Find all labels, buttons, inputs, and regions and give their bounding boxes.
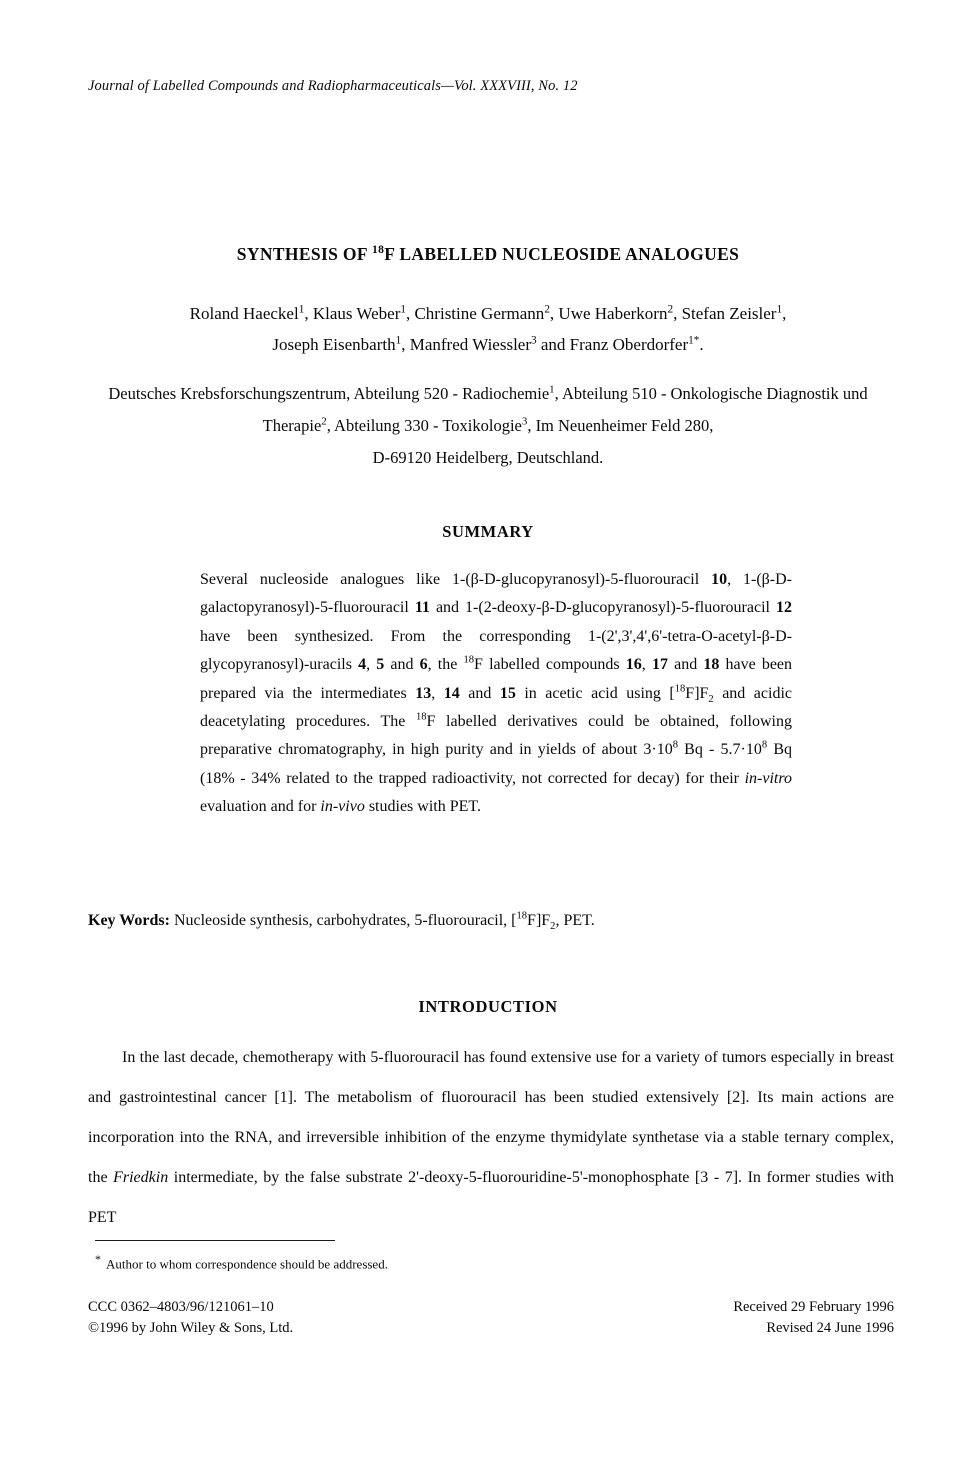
author-line-2 xyxy=(118,329,858,360)
introduction-body xyxy=(88,1038,894,1238)
author-entry xyxy=(313,304,415,323)
author-affiliation-marker: 1 xyxy=(400,303,406,316)
abstract-text: and xyxy=(667,656,704,674)
body-text: intermediate, by the false substrate 2'-deoxy-5-fluorouridine-5'-monophosphate [3 - 7]. In former studies with PET xyxy=(88,1169,894,1226)
abstract-text: and xyxy=(459,684,500,702)
author-line-1 xyxy=(118,298,858,329)
affiliation-segment: Deutsches Krebsforschungszentrum, Abteilung 520 - Radiochemie xyxy=(108,384,550,403)
author-separator: , xyxy=(782,304,787,323)
footnote-separator-rule xyxy=(95,1240,335,1241)
compound-number: 6 xyxy=(419,656,428,674)
author-entry xyxy=(414,304,558,323)
author-entry xyxy=(410,335,570,354)
author-separator: , xyxy=(549,304,559,323)
author-separator: , xyxy=(304,304,313,323)
footnote-text: Author to whom correspondence should be addressed. xyxy=(106,1256,388,1272)
italic-term: in-vivo xyxy=(320,798,365,816)
abstract-paragraph xyxy=(200,566,792,822)
author-affiliation-marker: 3 xyxy=(531,334,537,347)
compound-number: 12 xyxy=(775,599,792,617)
abstract-text: and xyxy=(384,656,420,674)
colophon-right xyxy=(733,1297,894,1339)
copyright-line: ©1996 by John Wiley & Sons, Ltd. xyxy=(88,1320,294,1336)
affiliation-segment: , Abteilung 330 - Toxikologie xyxy=(326,416,522,435)
body-text: In the last decade, chemotherapy with 5-fluorouracil has found extensive use for a variety of tumors especially in breast and gastrointestinal cancer [1]. The metabolism of fluorouracil has been studied extensively [2]. Its main actions are incorporation into the RNA, and irreversible inhibition of the enzyme thymidylate synthetase via a stable ternary complex, the xyxy=(88,1049,894,1186)
received-date: Received 29 February 1996 xyxy=(733,1299,894,1315)
isotope-superscript: 18 xyxy=(674,683,686,695)
author-separator: , xyxy=(673,304,682,323)
compound-number: 18 xyxy=(703,656,720,674)
abstract-text: F labelled derivatives could be obtained, following preparative chromatography, in high purity and in yields of about 3·10 xyxy=(200,713,793,759)
title-isotope-superscript: 18 xyxy=(372,243,385,256)
affiliation-marker: 3 xyxy=(521,415,528,428)
abstract-text: and 1-(2-deoxy-β-D-glucopyranosyl)-5-fluorouracil xyxy=(429,599,776,617)
abstract-text: Bq - 5.7·10 xyxy=(677,741,762,759)
compound-number: 4 xyxy=(358,656,367,674)
author-name: Uwe Haberkorn xyxy=(558,304,668,323)
italic-term: in-vitro xyxy=(744,769,792,787)
revised-date: Revised 24 June 1996 xyxy=(766,1320,894,1336)
abstract-text: , xyxy=(641,656,652,674)
author-affiliation-marker: 2 xyxy=(544,303,550,316)
author-affiliation-marker: 2 xyxy=(667,303,674,316)
abstract-block xyxy=(200,566,792,822)
keywords-text: , PET. xyxy=(555,912,595,929)
author-name: Joseph Eisenbarth xyxy=(272,335,396,354)
abstract-text: and acidic deacetylating procedures. The xyxy=(200,684,792,731)
footnote xyxy=(95,1249,695,1274)
compound-number: 16 xyxy=(625,656,642,674)
affiliation-city-line: D-69120 Heidelberg, Deutschland. xyxy=(372,448,604,467)
affiliation-marker: 2 xyxy=(321,415,327,428)
compound-number: 15 xyxy=(499,684,516,702)
exponent-superscript: 8 xyxy=(761,740,768,752)
keywords-line xyxy=(88,908,888,934)
footnote-marker: * xyxy=(95,1252,101,1266)
author-name: Klaus Weber xyxy=(312,304,401,323)
author-entry xyxy=(682,304,787,323)
compound-number: 5 xyxy=(376,656,385,674)
author-entry xyxy=(570,335,704,354)
exponent-superscript: 8 xyxy=(672,740,678,752)
isotope-superscript: 18 xyxy=(415,711,427,723)
abstract-text: evaluation and for xyxy=(200,798,321,816)
abstract-text: Several nucleoside analogues like 1-(β-D-glucopyranosyl)-5-fluorouracil xyxy=(200,571,712,588)
page-title xyxy=(88,244,888,265)
keywords-text: F]F xyxy=(527,912,551,929)
author-separator: , xyxy=(401,335,410,354)
formula-subscript: 2 xyxy=(550,921,556,933)
author-separator: . xyxy=(699,335,704,354)
isotope-superscript: 18 xyxy=(463,654,475,666)
author-separator: , xyxy=(405,304,415,323)
abstract-text: F labelled compounds xyxy=(474,656,626,674)
author-name: Franz Oberdorfer xyxy=(569,335,689,354)
keywords-label: Key Words: xyxy=(88,912,170,929)
author-entry xyxy=(190,304,313,323)
title-text-before: SYNTHESIS OF xyxy=(236,243,372,264)
affiliation-segment: , Im Neuenheimer Feld 280, xyxy=(527,416,714,435)
affiliation-block xyxy=(98,378,878,474)
isotope-superscript: 18 xyxy=(516,910,528,922)
affiliation-segment: , Abteilung 510 - Onkologische Diagnostik und Therapie xyxy=(262,384,868,435)
author-affiliation-marker: 1 xyxy=(298,303,305,316)
abstract-text: , 1-(β-D-galactopyranosyl)-5-fluorouracil xyxy=(200,571,792,617)
ccc-line: CCC 0362–4803/96/121061–10 xyxy=(88,1299,274,1315)
compound-number: 14 xyxy=(443,684,460,702)
compound-number: 10 xyxy=(711,571,728,588)
running-head: Journal of Labelled Compounds and Radiopharmaceuticals—Vol. XXXVIII, No. 12 xyxy=(88,78,578,94)
abstract-text: in acetic acid using [ xyxy=(515,684,675,702)
introduction-paragraph xyxy=(88,1038,894,1238)
abstract-text: , xyxy=(366,656,377,674)
author-name: Stefan Zeisler xyxy=(681,304,777,323)
author-entry xyxy=(272,335,409,354)
author-affiliation-marker: 1 xyxy=(395,334,402,347)
compound-number: 17 xyxy=(651,656,668,674)
colophon-left xyxy=(88,1297,293,1339)
italic-term: Friedkin xyxy=(113,1169,169,1186)
keywords-text: Nucleoside synthesis, carbohydrates, 5-fluorouracil, [ xyxy=(169,912,517,929)
abstract-text: have been prepared via the intermediates xyxy=(200,656,793,702)
abstract-text: have been synthesized. From the corresponding 1-(2',3',4',6'-tetra-O-acetyl-β-D-glycopyranosyl)-uracils xyxy=(200,627,792,674)
abstract-text: , the xyxy=(427,656,464,674)
affiliation-marker: 1 xyxy=(549,383,555,396)
section-heading-summary: SUMMARY xyxy=(442,521,534,541)
compound-number: 13 xyxy=(415,684,432,702)
section-heading-introduction: INTRODUCTION xyxy=(418,996,558,1016)
abstract-text: F]F xyxy=(685,684,709,702)
abstract-text: , xyxy=(431,684,444,702)
formula-subscript: 2 xyxy=(708,693,714,705)
author-affiliation-marker: 1 xyxy=(776,303,783,316)
title-text-after: F LABELLED NUCLEOSIDE ANALOGUES xyxy=(384,243,740,264)
author-name: Manfred Wiessler xyxy=(409,335,532,354)
author-list xyxy=(118,298,858,360)
corresponding-author-marker: 1* xyxy=(688,334,700,347)
author-separator: and xyxy=(536,335,570,354)
author-name: Christine Germann xyxy=(414,304,545,323)
compound-number: 11 xyxy=(414,599,430,617)
abstract-text: studies with PET. xyxy=(364,798,481,816)
author-name: Roland Haeckel xyxy=(189,304,299,323)
author-entry xyxy=(558,304,681,323)
abstract-text: Bq (18% - 34% related to the trapped radioactivity, not corrected for decay) for their xyxy=(200,741,793,787)
